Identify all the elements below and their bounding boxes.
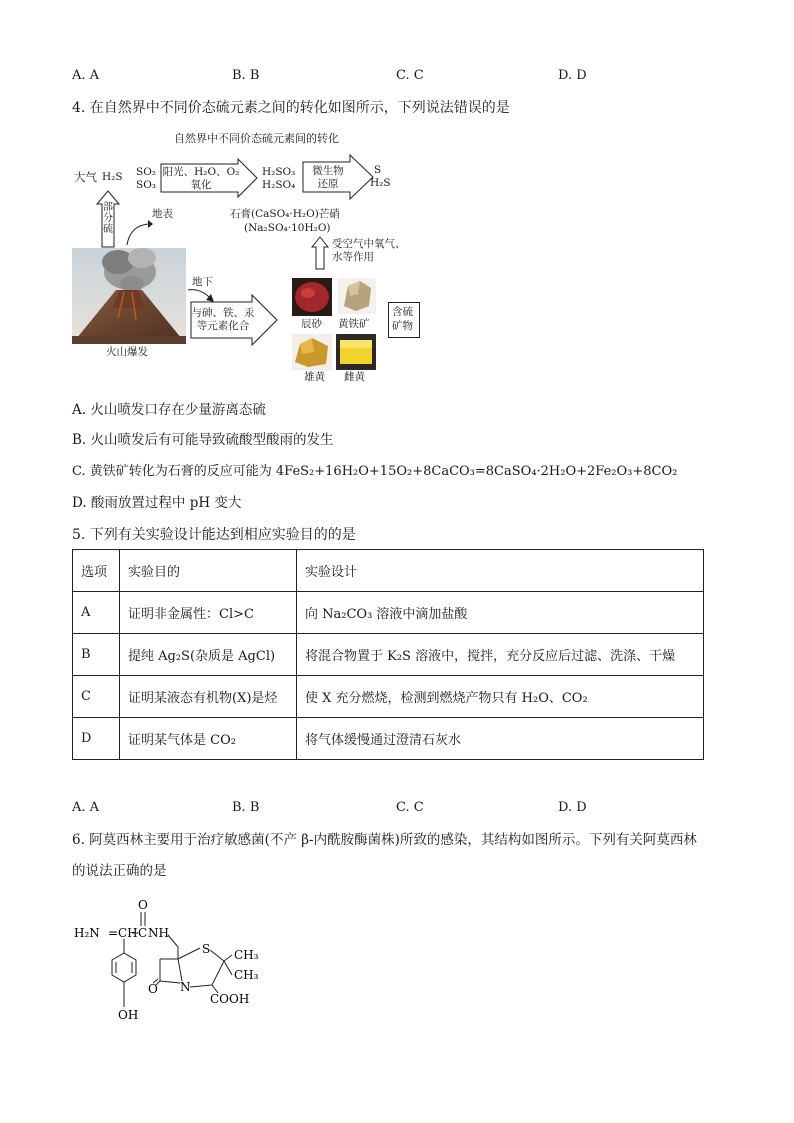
table-header-row [73,550,704,592]
q4-title: 4. 在自然界中不同价态硫元素之间的转化如图所示，下列说法错误的是 [72,100,510,116]
s-label: S [202,942,211,956]
surface-curve-arrow [124,218,154,248]
air-action-arrow [311,236,329,270]
q5-option-b[interactable]: B. B [232,800,260,815]
combination-line1: 与砷、铁、汞 [191,307,255,319]
table-row [73,592,704,634]
underground-label: 地下 [192,276,213,288]
ch-label: CH [118,926,138,940]
h2s-product: H₂S [370,177,391,189]
realgar-image [292,334,332,370]
h2s-left: H₂S [102,171,123,183]
gypsum-label: 石膏(CaSO₄·H₂O)芒硝 [230,208,340,220]
q5-option-a[interactable]: A. A [72,800,100,815]
row-design: 使 X 充分燃烧，检测到燃烧产物只有 H₂O、CO₂ [297,676,704,718]
reduction-label: 还原 [317,178,339,190]
header-design: 实验设计 [297,550,704,592]
double-bond-eq: = [108,926,119,940]
oh-label: OH [118,1008,139,1022]
row-purpose: 证明某液态有机物(X)是烃 [120,676,297,718]
table-row [73,676,704,718]
q3-option-d[interactable]: D. D [558,68,587,83]
q4-option-a[interactable]: A. 火山喷发口存在少量游离态硫 [72,402,266,418]
q6-title-line2: 的说法正确的是 [72,863,167,879]
row-purpose: 证明非金属性：Cl>C [120,592,297,634]
cinnabar-label: 辰砂 [301,318,322,330]
atmosphere-label: 大气 [74,170,97,184]
row-option: D [73,718,120,760]
q3-option-a[interactable]: A. A [72,68,100,83]
q4-option-c[interactable]: C. 黄铁矿转化为石膏的反应可能为 4FeS₂+16H₂O+15O₂+8CaCO₃=8CaSO₄·2H₂O+2Fe₂O₃+8CO₂ [72,464,678,479]
sulfur-minerals-line1: 含硫 [392,306,413,318]
q5-title: 5. 下列有关实验设计能达到相应实验目的的是 [72,527,356,543]
oxidation-arrow [160,158,258,198]
combination-line2: 等元素化合 [196,320,250,332]
sulfur-minerals-box [388,302,420,338]
pyrite-label: 黄铁矿 [338,318,370,330]
row-design: 向 Na₂CO₃ 溶液中滴加盐酸 [297,592,704,634]
diagram-heading: 自然界中不同价态硫元素间的转化 [174,132,339,145]
cooh-label: COOH [210,992,250,1006]
air-action-line1: 受空气中氧气、 [332,238,406,250]
q6-title-line1: 6. 阿莫西林主要用于治疗敏感菌(不产 β-内酰胺酶菌株)所致的感染，其结构如图所示。下列有关阿莫西林 [72,832,697,848]
air-action-line2: 水等作用 [332,251,374,263]
h2n-label: H₂N [74,926,100,940]
realgar-label: 雄黄 [304,371,325,383]
partial-sulfur-label: 部分硫 [103,202,113,235]
table-row [73,718,704,760]
row-option: A [73,592,120,634]
amoxicillin-structure [72,893,272,1025]
orpiment-image [336,334,376,370]
microbe-label: 微生物 [312,165,344,177]
q3-option-b[interactable]: B. B [232,68,260,83]
n-label: N [180,980,191,994]
sulfur-cycle-diagram [72,128,432,393]
q3-options [72,68,712,88]
oxidation-label: 氧化 [190,179,212,191]
header-option: 选项 [73,550,120,592]
q5-option-c[interactable]: C. C [396,800,424,815]
experiment-table [72,549,704,760]
q5-option-d[interactable]: D. D [558,800,587,815]
cinnabar-image [292,278,332,316]
ch3-b-label: CH₃ [234,968,259,982]
q4-option-d[interactable]: D. 酸雨放置过程中 pH 变大 [72,495,242,511]
so3-label: SO₃ [136,179,157,191]
pyrite-image [338,278,376,314]
q5-options [72,800,712,820]
c-label: C [138,926,148,940]
q3-option-c[interactable]: C. C [396,68,424,83]
s-product: S [374,164,382,176]
partial-sulfur-arrow [96,190,120,248]
row-option: B [73,634,120,676]
mirabilite-label: (Na₂SO₄·10H₂O) [244,222,331,234]
so2-label: SO₂ [136,166,157,178]
header-purpose: 实验目的 [120,550,297,592]
carbonyl-o-label: O [138,898,148,912]
volcano-image [72,248,186,344]
surface-label: 地表 [152,208,173,220]
table-row [73,634,704,676]
nh-label: NH [148,926,169,940]
sulfur-minerals-line2: 矿物 [392,320,413,332]
h2so3-label: H₂SO₃ [262,166,296,178]
row-purpose: 提纯 Ag₂S(杂质是 AgCl) [120,634,297,676]
row-design: 将混合物置于 K₂S 溶液中，搅拌，充分反应后过滤、洗涤、干燥 [297,634,704,676]
row-purpose: 证明某气体是 CO₂ [120,718,297,760]
q4-option-b[interactable]: B. 火山喷发后有可能导致硫酸型酸雨的发生 [72,432,334,448]
ring-o-label: O [148,982,158,996]
orpiment-label: 雌黄 [344,371,365,383]
oxidation-conditions: 阳光、H₂O、O₂ [162,166,240,178]
ch3-a-label: CH₃ [234,948,259,962]
reduction-arrow [302,154,374,200]
combination-arrow [190,294,278,346]
h2so4-label: H₂SO₄ [262,179,296,191]
row-design: 将气体缓慢通过澄清石灰水 [297,718,704,760]
volcano-label: 火山爆发 [106,346,148,358]
row-option: C [73,676,120,718]
